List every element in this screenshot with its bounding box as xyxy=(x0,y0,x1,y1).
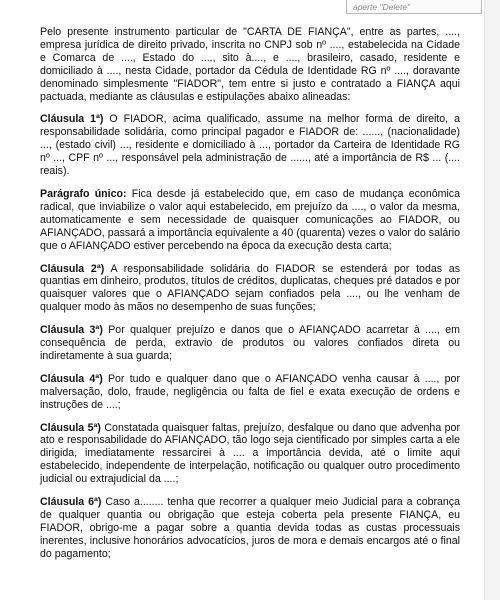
clause-text: A responsabilidade solidária do FIADOR se estenderá por todas as quantias em dinheiro, produtos, títulos de créditos, duplicatas, cheques pré datados e por quaisquer valores que o AFIANÇADO sejam confiados pela ...., ou lhe venham de qualquer modo às mãos no desempenho de suas funções; xyxy=(40,262,460,314)
clause-label: Cláusula 6ª) xyxy=(40,496,102,509)
clause-label: Parágrafo único: xyxy=(40,187,127,200)
clause-2 xyxy=(40,263,460,315)
clause-label: Cláusula 5ª) xyxy=(40,421,101,434)
clause-3 xyxy=(40,324,460,363)
vertical-scrollbar[interactable] xyxy=(484,0,500,600)
clause-label: Cláusula 1ª) xyxy=(40,113,104,126)
clause-1 xyxy=(40,113,460,178)
clause-label: Cláusula 4ª) xyxy=(40,372,103,385)
clause-label: Cláusula 3ª) xyxy=(40,324,103,337)
clause-5 xyxy=(40,422,460,487)
clause-text: Fica desde já estabelecido que, em caso de mudança econômica radical, que inviabilize o valor aqui estabelecido, em prejuízo da ...., o valor da mesma, automaticamente e sem necessidade de quaisquer comunicações ao FIADOR, ou AFIANÇADO, passará a importância equivalente a 40 (quarenta) vezes o valor do salário que o AFIANÇADO estiver percebendo na época da execução desta carta; xyxy=(40,187,460,252)
clause-label: Cláusula 2ª) xyxy=(40,262,105,275)
clause-text: O FIADOR, acima qualificado, assume na melhor forma de direito, a responsabilidade solidária, como principal pagador e FIADOR de: ......, (nacionalidade) ..., (estado civil) ..., residente e domiciliado à ..., portador da Carteira de Identidade RG nº ..., CPF nº ..., responsável pela administração de ......, até a importância de R$ ... (.... reais). xyxy=(40,113,460,178)
clause-text: Constatada quaisquer faltas, prejuízo, desfalque ou dano que advenha por ato e responsabilidade do AFIANÇADO, tão logo seja cientificado por simples carta a ele dirigida, imediatamente ressarcirei à .... a importância devida, até o limite aqui estabelecido, independente de interpelação, notificação ou qualquer outro procedimento judicial ou extrajudicial da ....; xyxy=(40,421,460,486)
hint-tooltip xyxy=(346,0,482,14)
clause-text: Caso a........ tenha que recorrer a qualquer meio Judicial para a cobrança de qualquer quantia ou obrigação que esteja coberta pela presente FIANÇA, eu FIADOR, obrigo-me a pagar sobre a quantia devida todas as custas processuais inerentes, inclusive honorários advocatícios, juros de mora e demais encargos até o final do pagamento; xyxy=(40,496,460,560)
document-body xyxy=(40,26,460,571)
hint-text: aperte "Delete" xyxy=(353,1,411,12)
clause-6 xyxy=(40,496,460,561)
clause-4 xyxy=(40,373,460,412)
clause-text: Por qualquer prejuízo e danos que o AFIANÇADO acarretar à ...., em consequência de perda, extravio de produtos ou valores confiados direta ou indiretamente à sua guarda; xyxy=(40,324,460,362)
clause-text: Por tudo e qualquer dano que o AFIANÇADO venha causar à ...., por malversação, dolo, fraude, negligência ou falta de fiel e exata execução de ordens e instruções de ....; xyxy=(40,372,460,411)
paragraph-unico xyxy=(40,188,460,253)
intro-paragraph: Pelo presente instrumento particular de "CARTA DE FIANÇA", entre as partes, ...., empresa jurídica de direito privado, inscrita no CNPJ sob nº ...., estabelecida na Cidade e Comarca de ...., Estado do ...., sito à...., e ...., brasileiro, casado, residente e domiciliado à ...., nesta Cidade, portador da Cédula de Identidade RG nº ...., doravante denominado simplesmente "FIADOR", tem entre si justo e contratado a FIANÇA aqui pactuada, mediante as cláusulas e estipulações abaixo alineadas: xyxy=(40,26,460,103)
